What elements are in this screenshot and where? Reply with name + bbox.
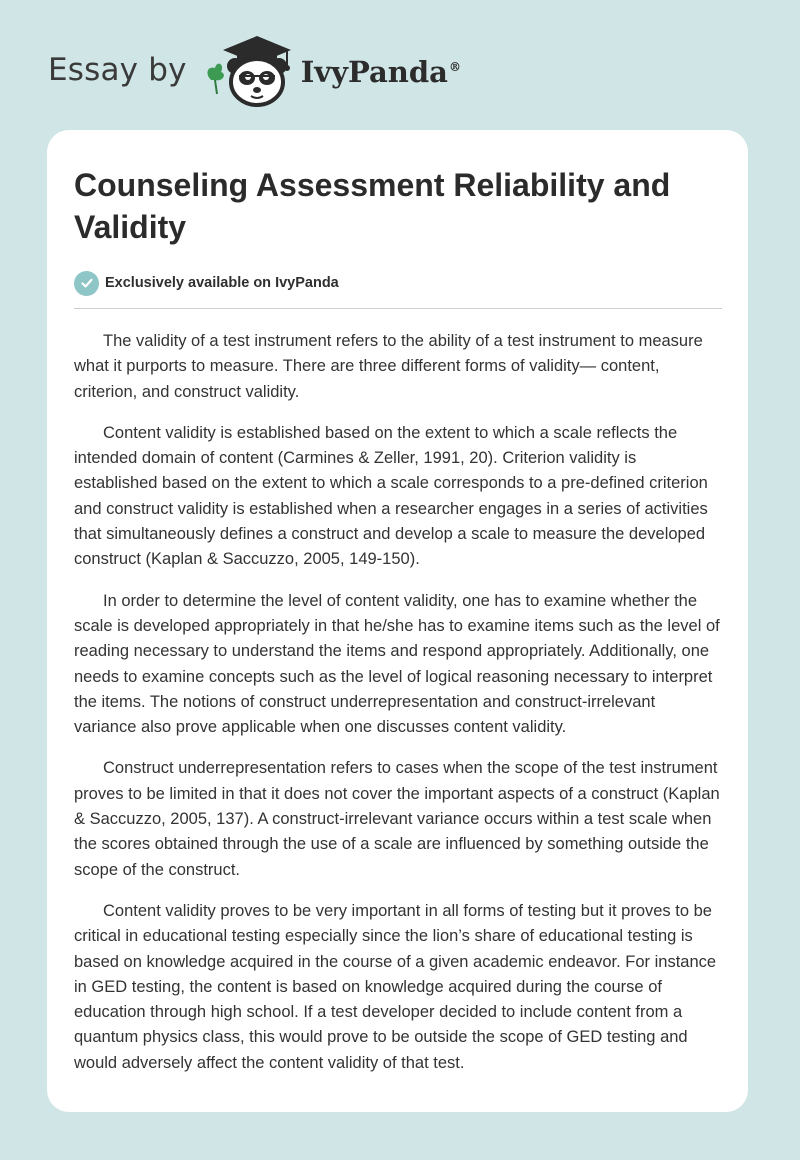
essay-body <box>74 329 722 1076</box>
brand-prefix: Essay by <box>48 52 187 88</box>
paragraph: Content validity is established based on the extent to which a scale reflects the intended domain of content (Carmines & Zeller, 1991, 20). Criterion validity is established based on the extent to which a scale corresponds to a pre-defined criterion and construct validity is established when a researcher engages in a series of activities that simultaneously defines a construct and develop a scale to measure the developed construct (Kaplan & Saccuzzo, 2005, 149-150). <box>74 423 708 569</box>
exclusive-label: Exclusively available on IvyPanda <box>105 275 339 291</box>
paragraph: Content validity proves to be very important in all forms of testing but it proves to be critical in educational testing especially since the lion’s share of educational testing is based on knowledge acquired in the course of a given academic endeavor. For instance in GED testing, the content is based on knowledge acquired during the course of education through high school. If a test developer decided to include content from a quantum physics class, this would prove to be outside the scope of GED testing and would adversely affect the content validity of that test. <box>74 901 717 1072</box>
exclusive-badge <box>74 270 722 296</box>
paragraph: Construct underrepresentation refers to cases when the scope of the test instrument proves to be limited in that it does not cover the important aspects of a construct (Kaplan & Saccuzzo, 2005, 137). A construct-irrelevant variance occurs within a test scale when the scores obtained through the use of a scale are influenced by something outside the scope of the construct. <box>74 759 720 879</box>
registered-mark: ® <box>448 60 461 75</box>
divider <box>74 308 722 309</box>
ivy-leaf-icon <box>207 64 223 94</box>
paragraph: In order to determine the level of content validity, one has to examine whether the scale is developed appropriately in that he/she has to examine items such as the level of reading necessary to understand the items and respond appropriately. Additionally, one needs to examine concepts such as the level of logical reasoning necessary to interpret the items. The notions of construct underrepresentation and construct-irrelevant variance also prove applicable when one discusses content validity. <box>74 591 720 737</box>
essay-card <box>47 130 748 1112</box>
brand-name-text: IvyPanda <box>300 55 448 89</box>
paragraph: The validity of a test instrument refers to the ability of a test instrument to measure what it purports to measure. There are three different forms of validity— content, criterion, and construct validity. <box>74 332 703 401</box>
brand-name <box>301 55 461 89</box>
brand-logo[interactable] <box>48 30 461 110</box>
page-title: Counseling Assessment Reliability and Validity <box>74 167 671 245</box>
panda-graduate-icon <box>201 30 297 110</box>
check-circle-icon <box>74 271 99 296</box>
